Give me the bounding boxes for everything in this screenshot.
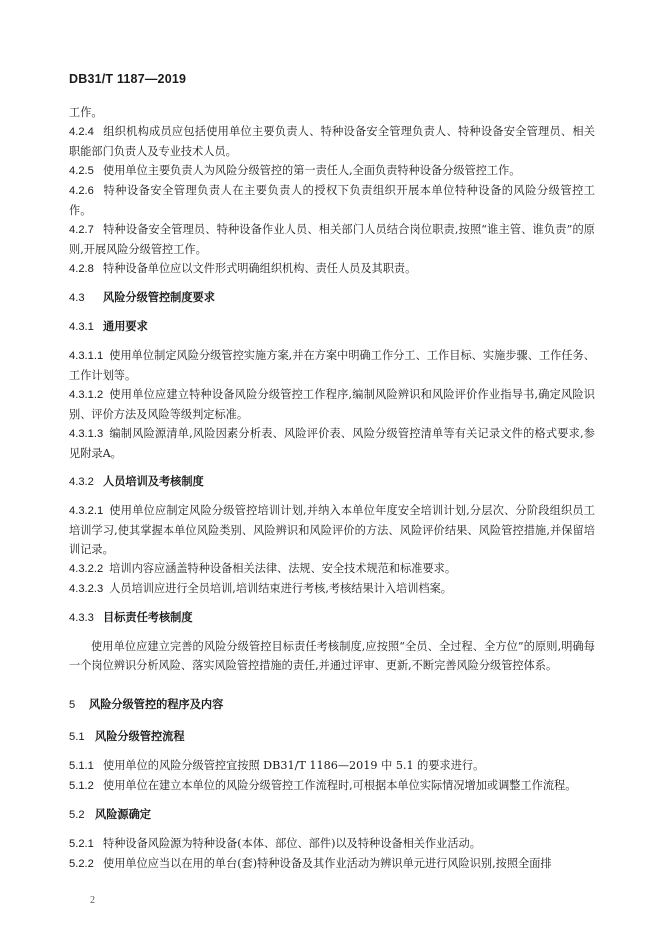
clause-4-2-4: 4.2.4 组织机构成员应包括使用单位主要负责人、特种设备安全管理负责人、特种设备安全管理员、相关职能部门负责人及专业技术人员。 bbox=[69, 125, 595, 158]
section-heading-4-3-1: 4.3.1 通用要求 bbox=[69, 320, 148, 333]
clause-4-3-2-1: 4.3.2.1 使用单位应制定风险分级管控培训计划,并纳入本单位年度安全培训计划,分层次、分阶段组织员工培训学习,使其掌握本单位风险类别、风险辨识和风险评价的方法、风险评价结果、风险管控措施,并保留培训记录。 bbox=[69, 504, 595, 556]
clause-4-2-7: 4.2.7 特种设备安全管理员、特种设备作业人员、相关部门人员结合岗位职责,按照“谁主管、谁负责”的原则,开展风险分级管控工作。 bbox=[69, 223, 595, 256]
clause-4-2-5: 4.2.5 使用单位主要负责人为风险分级管控的第一责任人,全面负责特种设备分级管控工作。 bbox=[69, 164, 521, 177]
clause-5-1-1: 5.1.1 使用单位的风险分级管控宜按照 DB31/T 1186—2019 中 5.1 的要求进行。 bbox=[69, 759, 485, 772]
clause-5-2-2: 5.2.2 使用单位应当以在用的单台(套)特种设备及其作业活动为辨识单元进行风险识别,按照全面排 bbox=[69, 857, 552, 870]
section-heading-4-3-2: 4.3.2 人员培训及考核制度 bbox=[69, 475, 204, 488]
clause-4-3-2-2: 4.3.2.2 培训内容应涵盖特种设备相关法律、法规、安全技术规范和标准要求。 bbox=[69, 562, 457, 575]
clause-4-2-8: 4.2.8 特种设备单位应以文件形式明确组织机构、责任人员及其职责。 bbox=[69, 262, 417, 275]
document-id-header: DB31/T 1187—2019 bbox=[69, 72, 187, 86]
document-body bbox=[69, 103, 595, 874]
clause-4-3-1-3: 4.3.1.3 编制风险源清单,风险因素分析表、风险评价表、风险分级管控清单等有关记录文件的格式要求,参见附录A。 bbox=[69, 427, 595, 460]
paragraph-target-responsibility: 使用单位应建立完善的风险分级管控目标责任考核制度,应按照“全员、全过程、全方位”的原则,明确每一个岗位辨识分析风险、落实风险管控措施的责任,并通过评审、更新,不断完善风险分级管控体系。 bbox=[69, 640, 595, 672]
clause-4-3-1-2: 4.3.1.2 使用单位应建立特种设备风险分级管控工作程序,编制风险辨识和风险评价作业指导书,确定风险识别、评价方法及风险等级判定标准。 bbox=[69, 388, 595, 421]
chapter-heading-5: 5 风险分级管控的程序及内容 bbox=[69, 698, 224, 711]
clause-4-3-2-3: 4.3.2.3 人员培训应进行全员培训,培训结束进行考核,考核结果计入培训档案。 bbox=[69, 582, 452, 595]
section-heading-4-3: 4.3 风险分级管控制度要求 bbox=[69, 291, 215, 304]
clause-5-2-1: 5.2.1 特种设备风险源为特种设备(本体、部位、部件)以及特种设备相关作业活动。 bbox=[69, 837, 481, 850]
paragraph: 工作。 bbox=[69, 106, 103, 119]
section-heading-4-3-3: 4.3.3 目标责任考核制度 bbox=[69, 611, 193, 624]
section-heading-5-2: 5.2 风险源确定 bbox=[69, 808, 151, 821]
clause-4-3-1-1: 4.3.1.1 使用单位制定风险分级管控实施方案,并在方案中明确工作分工、工作目标、实施步骤、工作任务、工作计划等。 bbox=[69, 349, 595, 382]
clause-4-2-6: 4.2.6 特种设备安全管理负责人在主要负责人的授权下负责组织开展本单位特种设备的风险分级管控工作。 bbox=[69, 184, 595, 217]
section-heading-5-1: 5.1 风险分级管控流程 bbox=[69, 730, 185, 743]
clause-5-1-2: 5.1.2 使用单位在建立本单位的风险分级管控工作流程时,可根据本单位实际情况增加或调整工作流程。 bbox=[69, 779, 577, 792]
page-number: 2 bbox=[90, 895, 95, 906]
